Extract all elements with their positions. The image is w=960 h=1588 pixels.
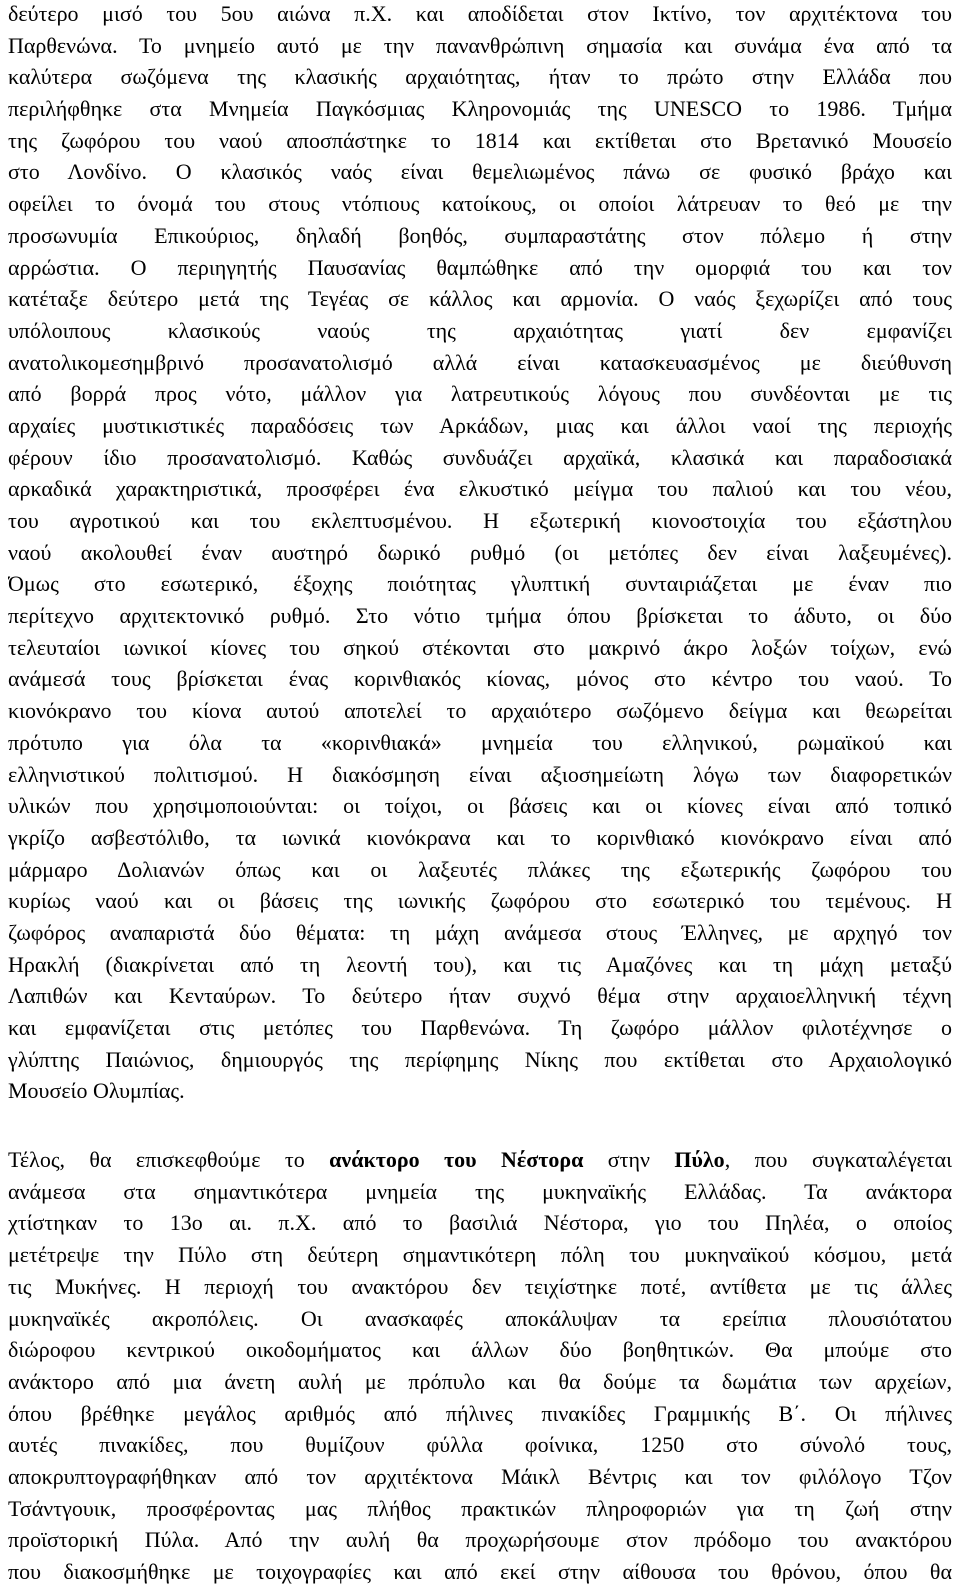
text-line: ζωφόρος αναπαριστά δύο θέματα: τη μάχη ανάμεσα στους Έλληνες, με αρχηγό τον xyxy=(8,919,952,945)
text-span: , που συγκαταλέγεται xyxy=(724,1147,952,1173)
paragraph-palace-of-nestor xyxy=(8,1144,952,1588)
document-page xyxy=(8,0,952,1588)
text-line: κατέταξε δεύτερο μετά της Τεγέας σε κάλλος και αρμονία. Ο ναός ξεχωρίζει από τους xyxy=(8,286,952,312)
text-line: Μουσείο Ολυμπίας. xyxy=(8,1078,185,1104)
text-line: ανάμεσα στα σημαντικότερα μνημεία της μυκηναϊκής Ελλάδας. Τα ανάκτορα xyxy=(8,1178,952,1204)
text-line: φέρουν ίδιο προσανατολισμό. Καθώς συνδυάζει αρχαϊκά, κλασικά και παραδοσιακά xyxy=(8,444,952,470)
text-line: μυκηναϊκές ακροπόλεις. Οι ανασκαφές αποκάλυψαν τα ερείπια πλουσιότατου xyxy=(8,1305,952,1331)
text-line: τελευταίοι ιωνικοί κίονες του σηκού στέκονται στο μακρινό άκρο λοξών τοίχων, ενώ xyxy=(8,634,952,660)
text-line: γλύπτης Παιώνιος, δημιουργός της περίφημης Νίκης που εκτίθεται στο Αρχαιολογικό xyxy=(8,1046,952,1072)
text-line: περίτεχνο αρχιτεκτονικό ρυθμό. Στο νότιο τμήμα όπου βρίσκεται το άδυτο, οι δύο xyxy=(8,603,952,629)
bold-pylos: Πύλο xyxy=(674,1147,725,1173)
bold-palace-of-nestor: ανάκτορο του Νέστορα xyxy=(329,1147,584,1173)
text-line: Ηρακλή (διακρίνεται από τη λεοντή του), και τις Αμαζόνες και τη μάχη μεταξύ xyxy=(8,951,952,977)
text-line: δεύτερο μισό του 5ου αιώνα π.Χ. και αποδίδεται στον Ικτίνο, τον αρχιτέκτονα του xyxy=(8,1,952,26)
text-line: γκρίζο ασβεστόλιθο, τα ιωνικά κιονόκρανα και το κορινθιακό κιονόκρανο είναι από xyxy=(8,824,952,850)
text-line: καλύτερα σωζόμενα της κλασικής αρχαιότητας, ήταν το πρώτο στην Ελλάδα που xyxy=(8,64,952,90)
text-line: διώροφου κεντρικού οικοδομήματος και άλλων δύο βοηθητικών. Θα μπούμε στο xyxy=(8,1337,952,1363)
text-line: ελληνιστικού πολιτισμού. Η διακόσμηση είναι αξιοσημείωτη λόγω των διαφορετικών xyxy=(8,761,952,787)
text-line: μάρμαρο Δολιανών όπως και οι λαξευτές πλάκες της εξωτερικής ζωφόρου του xyxy=(8,856,952,882)
text-line: Παρθενώνα. Το μνημείο αυτό με την πανανθρώπινη σημασία και συνάμα ένα από τα xyxy=(8,32,952,58)
text-line: ανάμεσά τους βρίσκεται ένας κορινθιακός κίονας, μόνος στο κέντρο του ναού. Το xyxy=(8,666,952,692)
text-line: στο Λονδίνο. Ο κλασικός ναός είναι θεμελιωμένος πάνω σε φυσικό βράχο και xyxy=(8,159,952,185)
text-line: Τσάντγουικ, προσφέροντας μας πλήθος πρακτικών πληροφοριών για τη ζωή στην xyxy=(8,1495,952,1521)
text-line: κιονόκρανο του κίονα αυτού αποτελεί το αρχαιότερο σωζόμενο δείγμα και θεωρείται xyxy=(8,698,952,724)
text-line: περιλήφθηκε στα Μνημεία Παγκόσμιας Κληρονομιάς της UNESCO το 1986. Τμήμα xyxy=(8,96,952,122)
text-span: Τέλος, θα επισκεφθούμε το xyxy=(8,1147,330,1173)
text-line: όπου βρέθηκε μεγάλος αριθμός από πήλινες πινακίδες Γραμμικής Β΄. Οι πήλινες xyxy=(8,1400,952,1426)
text-span: στην xyxy=(583,1147,675,1173)
text-line: χτίστηκαν το 13ο αι. π.Χ. από το βασιλιά Νέστορα, γιο του Πηλέα, ο οποίος xyxy=(8,1210,952,1236)
text-line: υπόλοιπους κλασικούς ναούς της αρχαιότητας γιατί δεν εμφανίζει xyxy=(8,317,952,343)
text-line: αυτές πινακίδες, που θυμίζουν φύλλα φοίνικα, 1250 στο σύνολό τους, xyxy=(8,1432,952,1458)
text-line: πρότυπο για όλα τα «κορινθιακά» μνημεία του ελληνικού, ρωμαϊκού και xyxy=(8,729,952,755)
text-line: που διακοσμήθηκε με τοιχογραφίες και από εκεί στην αίθουσα του θρόνου, όπου θα xyxy=(8,1559,952,1584)
text-line: Όμως στο εσωτερικό, έξοχης ποιότητας γλυπτική συνταιριάζεται με έναν πιο xyxy=(8,571,952,597)
text-line: τις Μυκήνες. Η περιοχή του ανακτόρου δεν τειχίστηκε ποτέ, αντίθετα με τις άλλες xyxy=(8,1273,952,1299)
text-line: αρχαίες μυστικιστικές παραδόσεις των Αρκάδων, μιας και άλλοι ναοί της περιοχής xyxy=(8,412,952,438)
text-line: προϊστορική Πύλα. Από την αυλή θα προχωρήσουμε στον πρόδομο του ανακτόρου xyxy=(8,1527,952,1553)
text-line: Λαπιθών και Κενταύρων. Το δεύτερο ήταν συχνό θέμα στην αρχαιοελληνική τέχνη xyxy=(8,983,952,1009)
text-line: υλικών που χρησιμοποιούνται: οι τοίχοι, οι βάσεις και οι κίονες είναι από τοπικό xyxy=(8,793,952,819)
text-line: από βορρά προς νότο, μάλλον για λατρευτικούς λόγους που συνδέονται με τις xyxy=(8,381,952,407)
text-line: κυρίως ναού και οι βάσεις της ιωνικής ζωφόρου στο εσωτερικό του τεμένους. Η xyxy=(8,888,952,914)
text-line: μετέτρεψε την Πύλο στη δεύτερη σημαντικότερη πόλη του μυκηναϊκού κόσμου, μετά xyxy=(8,1242,952,1268)
text-line: αρρώστια. Ο περιηγητής Παυσανίας θαμπώθηκε από την ομορφιά του και τον xyxy=(8,254,952,280)
text-line: αποκρυπτογραφήθηκαν από τον αρχιτέκτονα Μάικλ Βέντρις και τον φιλόλογο Τζον xyxy=(8,1463,952,1489)
text-line: ανατολικομεσημβρινό προσανατολισμό αλλά είναι κατασκευασμένος με διεύθυνση xyxy=(8,349,952,375)
text-line: και εμφανίζεται στις μετόπες του Παρθενώνα. Τη ζωφόρο μάλλον φιλοτέχνησε ο xyxy=(8,1015,952,1040)
paragraph-temple-of-apollo-epicurius xyxy=(8,0,952,1107)
text-line: οφείλει το όνομά του στους ντόπιους κατοίκους, οι οποίοι λάτρευαν το θεό με την xyxy=(8,191,952,217)
text-line: της ζωφόρου του ναού αποσπάστηκε το 1814 και εκτίθεται στο Βρετανικό Μουσείο xyxy=(8,127,952,153)
text-line: ανάκτορο από μια άνετη αυλή με πρόπυλο και θα δούμε τα δωμάτια των αρχείων, xyxy=(8,1368,952,1394)
text-line: του αγροτικού και του εκλεπτυσμένου. Η εξωτερική κιονοστοιχία του εξάστηλου xyxy=(8,508,952,533)
text-line: αρκαδικά χαρακτηριστικά, προσφέρει ένα ελκυστικό μείγμα του παλιού και του νέου, xyxy=(8,476,952,502)
text-line: προσωνυμία Επικούριος, δηλαδή βοηθός, συμπαραστάτης στον πόλεμο ή στην xyxy=(8,222,952,248)
paragraph-spacer xyxy=(8,1107,952,1144)
text-line xyxy=(8,1144,952,1176)
text-line: ναού ακολουθεί έναν αυστηρό δωρικό ρυθμό (οι μετόπες δεν είναι λαξευμένες). xyxy=(8,539,952,565)
